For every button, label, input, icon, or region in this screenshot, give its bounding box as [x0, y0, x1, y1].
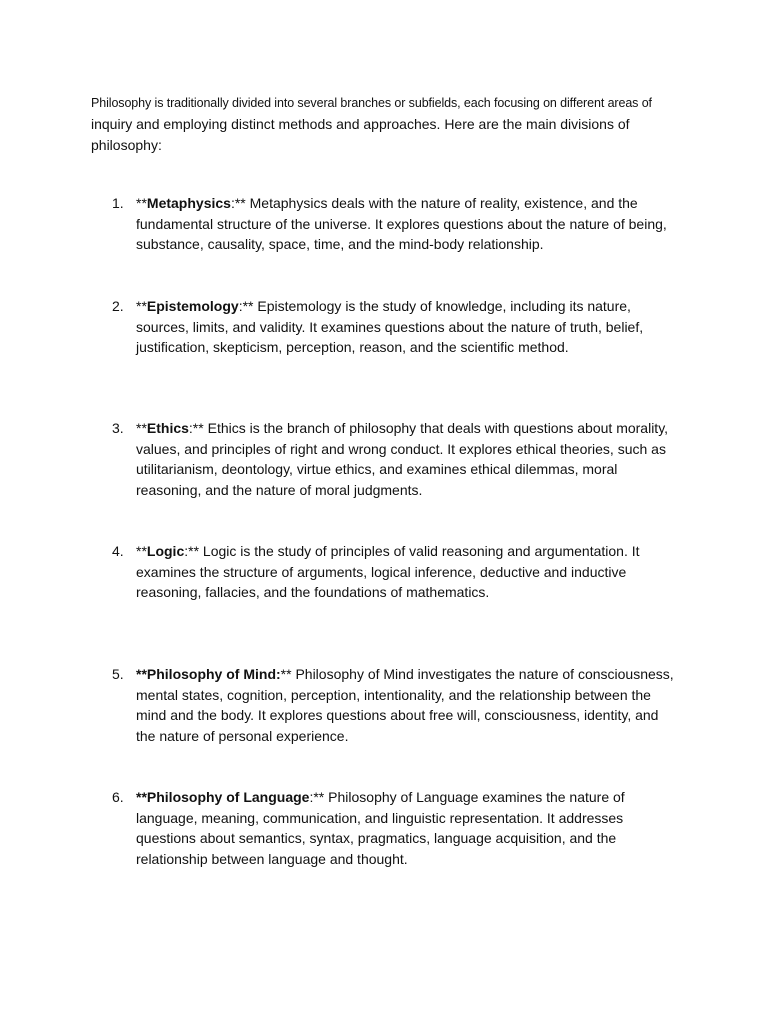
list-item-text: Philosophy of Language examines the nature of language, meaning, communication, and linguistic representation. It addresses questions about semantics, syntax, pragmatics, language acquisition, and the relationship between language and thought. — [136, 789, 625, 867]
list-item-number: 2. — [112, 298, 124, 314]
list-item-number: 4. — [112, 543, 124, 559]
list-item-prefix: ** — [136, 298, 147, 314]
list-item-suffix: :** — [184, 543, 200, 559]
list-item-number: 3. — [112, 420, 124, 436]
list-item-body — [136, 664, 680, 746]
intro-rest: inquiry and employing distinct methods and approaches. Here are the main divisions of philosophy: — [91, 116, 630, 153]
intro-first-line: Philosophy is traditionally divided into several branches or subfields, each focusing on different areas of — [91, 96, 652, 110]
list-item-term: Metaphysics — [146, 195, 231, 211]
list-item-text: Philosophy of Mind investigates the nature of consciousness, mental states, cognition, perception, intentionality, and the relationship between the mind and the body. It explores questions about free will, consciousness, identity, and the nature of personal experience. — [136, 666, 674, 744]
list-item-philosophy-of-mind — [112, 664, 680, 746]
list-item-prefix: ** — [136, 195, 147, 211]
list-item-term: **Philosophy of Mind: — [136, 666, 281, 682]
list-item-suffix: :** — [230, 195, 246, 211]
list-item-metaphysics — [112, 193, 680, 255]
list-item-prefix: ** — [136, 543, 147, 559]
list-item-term: Ethics — [146, 420, 189, 436]
list-item-body — [136, 418, 680, 500]
intro-paragraph — [91, 92, 681, 156]
list-item-text: Ethics is the branch of philosophy that deals with questions about morality, values, and principles of right and wrong conduct. It explores ethical theories, such as utilitarianism, deontology, virtue ethics, and examines ethical dilemmas, moral reasoning, and the nature of moral judgments. — [136, 420, 669, 498]
list-item-term: Logic — [146, 543, 185, 559]
list-item-logic — [112, 541, 680, 603]
list-item-number: 5. — [112, 666, 124, 682]
list-item-text: Epistemology is the study of knowledge, including its nature, sources, limits, and validity. It examines questions about the nature of truth, belief, justification, skepticism, perception, reason, and the scientific method. — [136, 298, 644, 356]
list-item-epistemology — [112, 296, 680, 358]
list-item-suffix: :** — [188, 420, 204, 436]
list-item-text: Logic is the study of principles of valid reasoning and argumentation. It examines the structure of arguments, logical inference, deductive and inductive reasoning, fallacies, and the foundations of mathematics. — [136, 543, 640, 601]
list-item-body — [136, 541, 680, 603]
list-item-suffix: ** — [280, 666, 292, 682]
list-item-term: **Philosophy of Language — [136, 789, 310, 805]
list-item-prefix: ** — [136, 420, 147, 436]
list-item-number: 1. — [112, 195, 124, 211]
list-item-body — [136, 296, 680, 358]
list-item-term: Epistemology — [146, 298, 239, 314]
list-item-suffix: :** — [238, 298, 254, 314]
list-item-philosophy-of-language — [112, 787, 680, 869]
list-item-suffix: :** — [309, 789, 325, 805]
list-item-number: 6. — [112, 789, 124, 805]
list-item-text: Metaphysics deals with the nature of reality, existence, and the fundamental structure of the universe. It explores questions about the nature of being, substance, causality, space, time, and the mind-body relationship. — [136, 195, 667, 253]
list-item-body — [136, 193, 680, 255]
list-item-ethics — [112, 418, 680, 500]
list-item-body — [136, 787, 680, 869]
